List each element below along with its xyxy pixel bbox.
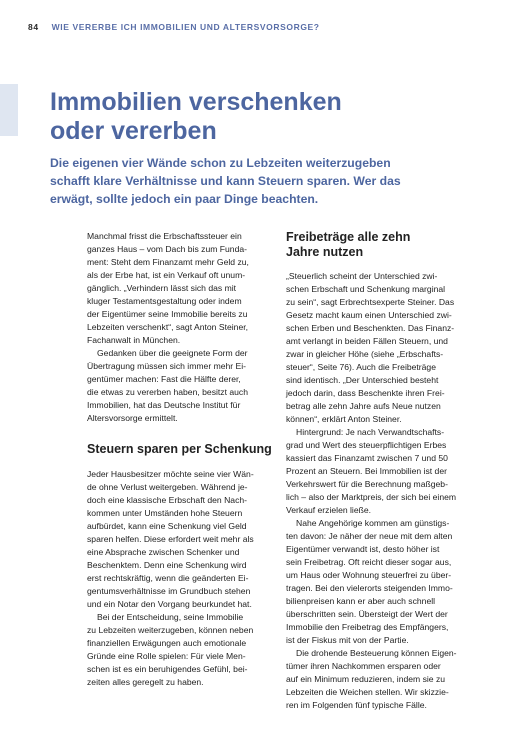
text-line: als der Erbe hat, ist ein Verkauf oft unum- [87,270,246,280]
text-line: zwar in gleicher Höhe (siehe „Erbschafts- [286,349,444,359]
text-line: amt verlangt in beiden Fällen Steuern, und [286,336,448,346]
text-line: ten davon: Je näher der neue mit dem alten [286,531,453,541]
text-line: Fachanwalt in München. [87,335,181,345]
text-line: auf ein Minimum reduzieren, indem sie zu [286,674,446,684]
text-line: können“, erklärt Anton Steiner. [286,414,402,424]
title-line: oder vererben [50,117,217,145]
text-line: schen ist es ein beruhigendes Gefühl, bei- [87,664,248,674]
text-line: zeiten alles geregelt zu haben. [87,677,204,687]
title-line: Immobilien verschenken [50,88,342,116]
text-line: lich – also der Marktpreis, der sich bei einem [286,492,457,502]
text-line: Lebzeiten die Weichen stellen. Wir skizzie- [286,687,449,697]
text-line: betrag alle zehn Jahre aufs Neue nutzen [286,401,441,411]
text-line: ren im Folgenden fünf typische Fälle. [286,700,427,710]
paragraph [87,230,267,347]
text-line: tümer ihren Nachkommen ersparen oder [286,661,441,671]
text-line: ist der Fiskus mit von der Partie. [286,635,409,645]
heading-line: Jahre nutzen [286,245,364,259]
text-line: sind identisch. „Der Unterschied besteht [286,375,439,385]
text-line: sparen helfen. Diese erfordert weit mehr als [87,534,254,544]
paragraph [87,347,267,425]
left-column [87,230,267,425]
margin-tab [0,84,18,136]
text-line: eine Absprache zwischen Schenker und [87,547,240,557]
text-line: Immobilien, hat das Deutsche Institut für [87,400,241,410]
text-line: bilienpreisen kann er aber auch schnell [286,596,436,606]
text-line: die etwas zu vererben haben, besitzt auch [87,387,248,397]
text-line: ment: Steht dem Finanzamt mehr Geld zu, [87,257,249,267]
text-line: kassiert das Finanzamt zwischen 7 und 50 [286,453,448,463]
text-line: doch eine klassische Erbschaft den Nach- [87,495,248,505]
text-line: Jeder Hausbesitzer möchte seine vier Wän- [87,469,254,479]
text-line: Verkehrswert für die Berechnung maßgeb- [286,479,448,489]
text-line: überschritten sein. Übersteigt der Wert der [286,609,448,619]
text-line: Die drohende Besteuerung können Eigen- [296,648,457,658]
text-line: Altersvorsorge ermittelt. [87,413,178,423]
paragraph [87,468,267,611]
paragraph [286,426,464,517]
text-line: jedoch darin, dass Beschenkte ihren Frei- [286,388,445,398]
running-title: WIE VERERBE ICH IMMOBILIEN UND ALTERSVORSORGE? [51,22,320,32]
running-header [28,22,320,32]
text-line: Nahe Angehörige kommen am günstigs- [296,518,450,528]
text-line: Prozent an Steuern. Bei Immobilien ist der [286,466,447,476]
text-line: der Eigentümer seine Immobilie bereits zu [87,309,248,319]
section-heading: Steuern sparen per Schenkung [87,442,272,456]
text-line: Übertragung müssen sich immer mehr Ei- [87,361,247,371]
text-line: zu Lebzeiten weiterzugeben, können neben [87,625,254,635]
intro-line: erwägt, sollte jedoch ein paar Dinge beachten. [50,192,319,206]
text-line: Manchmal frisst die Erbschaftssteuer ein [87,231,242,241]
intro-line: Die eigenen vier Wände schon zu Lebzeiten weiterzugeben [50,156,391,170]
text-line: steuer“, Seite 76). Auch die Freibeträge [286,362,436,372]
text-line: kommen unter Umständen hohe Steuern [87,508,243,518]
text-line: de ohne Verlust weitergeben. Während je- [87,482,248,492]
article-title [50,88,342,146]
heading-line: Freibeträge alle zehn [286,230,411,244]
text-line: grad und Wert des steuerpflichtigen Erbes [286,440,447,450]
text-line: schen Erbschaft und Schenkung marginal [286,284,446,294]
text-line: finanziellen Erwägungen auch emotionale [87,638,247,648]
text-line: gentumsverhältnisse im Grundbuch stehen [87,586,251,596]
intro-lead [50,154,430,208]
text-line: Bei der Entscheidung, seine Immobilie [97,612,244,622]
text-line: um Haus oder Wohnung steuerfrei zu über- [286,570,452,580]
text-line: gentümer machen: Fast die Hälfte derer, [87,374,241,384]
text-line: Hintergrund: Je nach Verwandtschafts- [296,427,445,437]
text-line: tragen. Bei den vielerorts steigenden Immo- [286,583,453,593]
section-heading [286,230,410,260]
text-line: zu sein“, sagt Erbrechtsexperte Steiner. Das [286,297,455,307]
text-line: erst rechtskräftig, wenn die geänderten Ei- [87,573,249,583]
text-line: Eigentümer verwandt ist, desto höher ist [286,544,440,554]
text-line: Gedanken über die geeignete Form der [97,348,248,358]
text-line: gänglich. „Verhindern lässt sich das mit [87,283,237,293]
intro-line: schafft klare Verhältnisse und kann Steuern sparen. Wer das [50,174,401,188]
paragraph [87,611,267,689]
text-line: Gründe eine Rolle spielen: Für viele Men- [87,651,246,661]
text-line: Gesetz macht kaum einen Unterschied zwi- [286,310,452,320]
text-line: Verkauf erzielen ließe. [286,505,372,515]
text-line: ganzes Haus – vom Dach bis zum Funda- [87,244,248,254]
paragraph [286,647,464,712]
text-line: Lebzeiten verschenkt“, sagt Anton Steiner, [87,322,248,332]
text-line: „Steuerlich scheint der Unterschied zwi- [286,271,438,281]
text-line: sein Freibetrag. Oft reicht dieser sogar aus, [286,557,452,567]
right-column [286,270,464,712]
paragraph [286,270,464,426]
text-line: schen Erben und Beschenkten. Das Finanz- [286,323,455,333]
text-line: Immobilie den Freibetrag des Empfängers, [286,622,449,632]
page-number: 84 [28,22,39,32]
paragraph [286,517,464,647]
text-line: kluger Testamentsgestaltung oder indem [87,296,242,306]
text-line: aufbürdet, kann eine Schenkung viel Geld [87,521,247,531]
text-line: Beschenktem. Denn eine Schenkung wird [87,560,247,570]
text-line: und ein Notar den Vorgang beurkundet hat. [87,599,252,609]
left-column-lower [87,468,267,689]
